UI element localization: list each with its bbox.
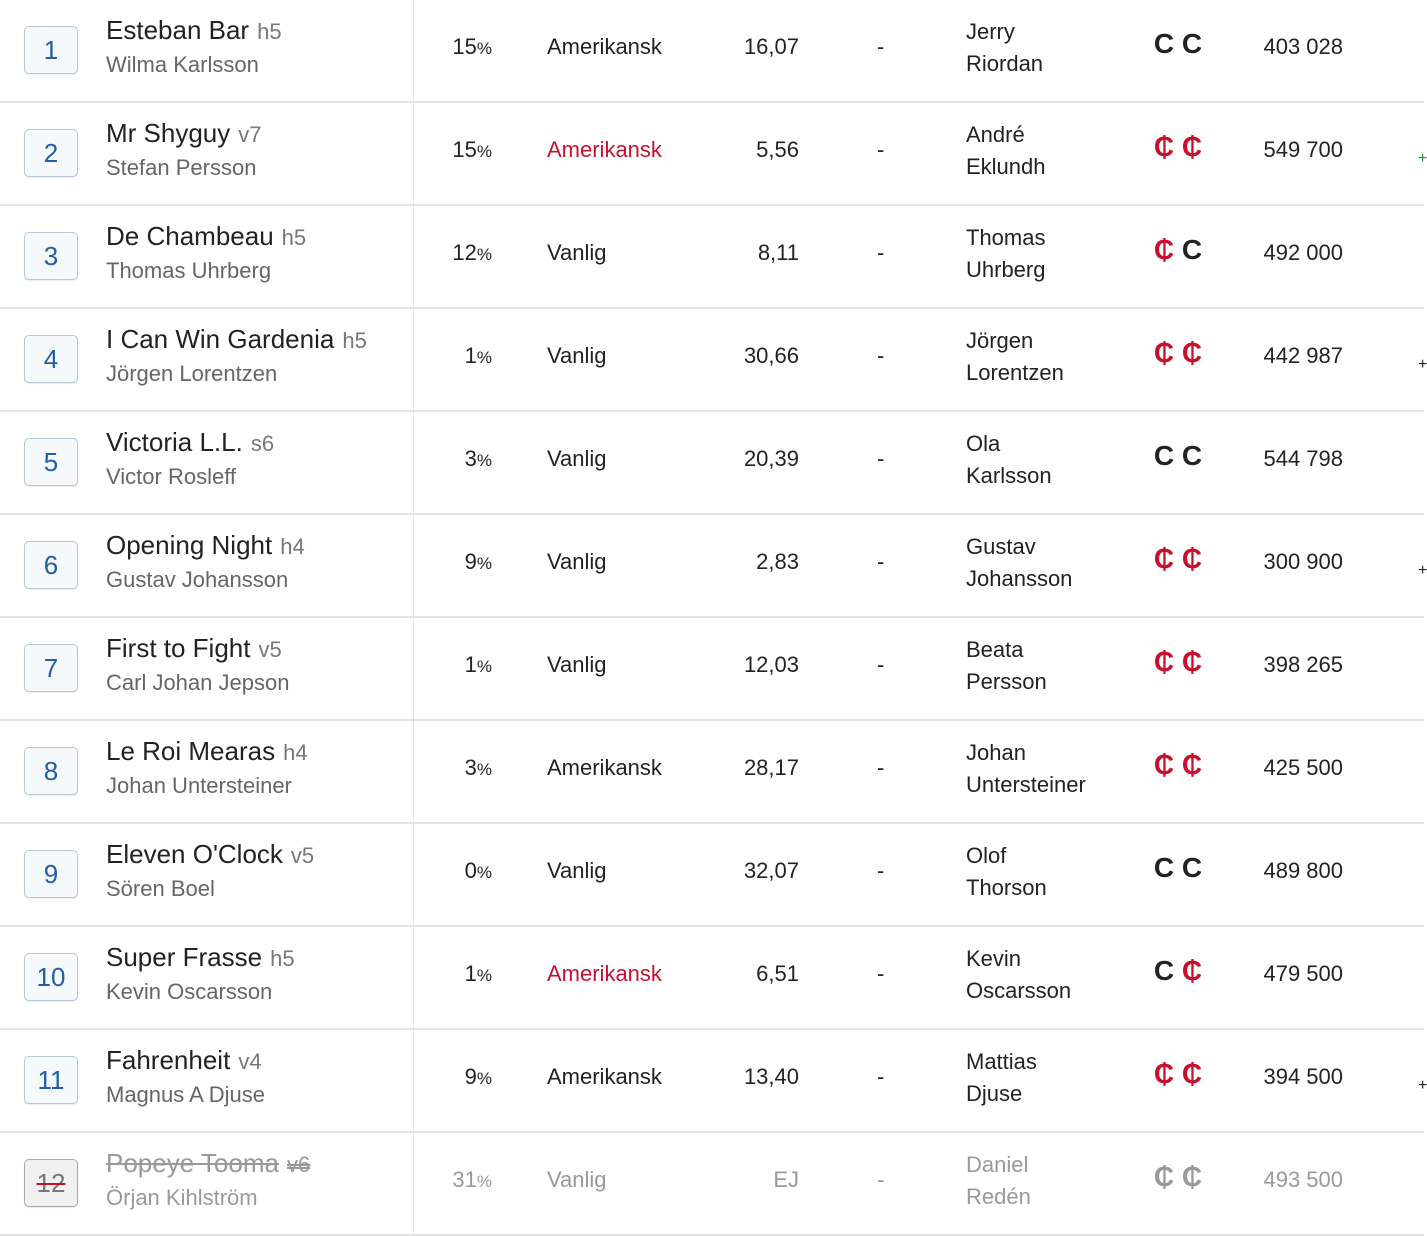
front-shoe-icon: ₵: [1153, 749, 1175, 780]
trainer-name[interactable]: [966, 325, 1064, 389]
start-number-badge: [24, 953, 78, 1001]
trainer-last-name: Djuse: [966, 1081, 1023, 1106]
start-number: 5: [43, 446, 59, 477]
odds: 30,66: [743, 343, 799, 368]
percent-sign: %: [476, 1069, 492, 1088]
horse-name[interactable]: [106, 736, 308, 767]
table-row[interactable]: [0, 412, 1424, 515]
shoe-indicators: [1150, 234, 1206, 266]
bet-percent: [465, 343, 492, 369]
sulky-type: Amerikansk: [547, 137, 662, 162]
bet-percent-value: 1: [464, 343, 477, 368]
back-shoe-icon: C: [1181, 852, 1203, 883]
horse-code: v7: [238, 122, 262, 147]
front-shoe-icon: ₵: [1153, 646, 1175, 677]
driver-name[interactable]: Thomas Uhrberg: [106, 258, 272, 283]
odds: 16,07: [743, 34, 799, 59]
earnings: 492 000: [1263, 240, 1343, 265]
table-row[interactable]: [0, 824, 1424, 927]
horse-name-text: Super Frasse: [106, 942, 263, 972]
trainer-last-name: Untersteiner: [966, 772, 1086, 797]
front-shoe-icon: ₵: [1153, 1161, 1175, 1192]
horse-name[interactable]: [106, 324, 367, 355]
bet-percent-value: 1: [464, 652, 477, 677]
table-row[interactable]: [0, 1030, 1427, 1133]
front-shoe-icon: C: [1153, 955, 1175, 986]
horse-cell: [0, 1030, 414, 1131]
horse-cell: [0, 824, 414, 925]
start-number: 8: [43, 755, 59, 786]
shoe-indicators: [1150, 646, 1206, 678]
horse-cell: [0, 206, 414, 307]
horse-code: h5: [342, 328, 367, 353]
shoe-indicators: [1150, 1161, 1206, 1193]
driver-name[interactable]: Victor Rosleff: [106, 464, 237, 489]
start-number: 6: [43, 549, 59, 580]
horse-name-text: First to Fight: [106, 633, 251, 663]
bet-percent-value: 1: [464, 961, 477, 986]
trainer-last-name: Thorson: [966, 875, 1047, 900]
trainer-name[interactable]: [966, 531, 1072, 595]
odds: 2,83: [756, 549, 799, 574]
bet-percent: [465, 1064, 492, 1090]
bet-percent: [465, 652, 492, 678]
driver-name[interactable]: Sören Boel: [106, 876, 215, 901]
bet-percent: [465, 549, 492, 575]
shoe-indicators: [1150, 337, 1206, 369]
trainer-name[interactable]: [966, 1046, 1037, 1110]
horse-code: h5: [270, 946, 295, 971]
table-row[interactable]: [0, 927, 1424, 1030]
front-shoe-icon: ₵: [1153, 337, 1175, 368]
horse-name[interactable]: [106, 15, 282, 46]
horse-name-text: Popeye Tooma: [106, 1148, 279, 1178]
start-number-badge: [24, 747, 78, 795]
bet-percent-value: 9: [464, 549, 477, 574]
table-row[interactable]: [0, 721, 1424, 824]
horse-name-text: I Can Win Gardenia: [106, 324, 335, 354]
placeholder-dash: -: [877, 240, 885, 265]
trainer-last-name: Eklundh: [966, 154, 1046, 179]
bet-percent-value: 12: [452, 240, 477, 265]
earnings: 549 700: [1263, 137, 1343, 162]
front-shoe-icon: C: [1153, 28, 1175, 59]
driver-name[interactable]: Kevin Oscarsson: [106, 979, 273, 1004]
bet-percent: [465, 961, 492, 987]
earnings: 394 500: [1263, 1064, 1343, 1089]
sulky-type: Amerikansk: [547, 755, 662, 780]
horse-cell: [0, 103, 414, 204]
percent-sign: %: [476, 657, 492, 676]
sulky-type: Vanlig: [547, 343, 607, 368]
odds: 13,40: [743, 1064, 799, 1089]
start-number: 9: [43, 858, 59, 889]
horse-code: v5: [258, 637, 282, 662]
front-shoe-icon: C: [1153, 852, 1175, 883]
percent-sign: %: [476, 39, 492, 58]
horse-name[interactable]: [106, 118, 262, 149]
driver-name[interactable]: Wilma Karlsson: [106, 52, 259, 77]
percent-sign: %: [476, 966, 492, 985]
horse-name[interactable]: [106, 839, 314, 870]
odds: 5,56: [756, 137, 799, 162]
expand-plus-icon[interactable]: +: [1418, 150, 1427, 167]
percent-sign: %: [476, 760, 492, 779]
trainer-last-name: Redén: [966, 1184, 1031, 1209]
trainer-name[interactable]: [966, 16, 1043, 80]
table-row[interactable]: [0, 1133, 1424, 1236]
horse-name-text: Esteban Bar: [106, 15, 250, 45]
driver-name[interactable]: Jörgen Lorentzen: [106, 361, 278, 386]
sulky-type: Amerikansk: [547, 961, 662, 986]
driver-name[interactable]: Johan Untersteiner: [106, 773, 292, 798]
horse-cell: [0, 412, 414, 513]
trainer-first-name: Jerry: [966, 19, 1015, 44]
back-shoe-icon: C: [1181, 28, 1203, 59]
sulky-type: Vanlig: [547, 549, 607, 574]
horse-name-text: Victoria L.L.: [106, 427, 243, 457]
horse-code: s6: [250, 431, 275, 456]
front-shoe-icon: C: [1153, 440, 1175, 471]
start-number-badge: [24, 26, 78, 74]
back-shoe-icon: ₵: [1181, 543, 1203, 574]
placeholder-dash: -: [877, 755, 885, 780]
horse-cell: [0, 309, 414, 410]
shoe-indicators: [1150, 131, 1206, 163]
horse-code: h4: [283, 740, 308, 765]
trainer-last-name: Johansson: [966, 566, 1073, 591]
sulky-type: Vanlig: [547, 240, 607, 265]
back-shoe-icon: ₵: [1181, 646, 1203, 677]
table-row[interactable]: [0, 206, 1424, 309]
bet-percent-value: 15: [452, 34, 477, 59]
start-number-badge: [24, 1056, 78, 1104]
horse-name[interactable]: [106, 633, 282, 664]
sulky-type: Amerikansk: [547, 1064, 662, 1089]
horse-cell: [0, 721, 414, 822]
placeholder-dash: -: [877, 34, 885, 59]
driver-name[interactable]: Carl Johan Jepson: [106, 670, 290, 695]
horse-code: h4: [280, 534, 305, 559]
trainer-last-name: Riordan: [966, 51, 1044, 76]
back-shoe-icon: ₵: [1181, 1161, 1203, 1192]
bet-percent: [465, 755, 492, 781]
trainer-first-name: Kevin: [966, 946, 1022, 971]
trainer-last-name: Persson: [966, 669, 1047, 694]
bet-percent: [465, 446, 492, 472]
sulky-type: Vanlig: [547, 446, 607, 471]
bet-percent: [452, 34, 492, 60]
table-row[interactable]: [0, 309, 1427, 412]
earnings: 425 500: [1263, 755, 1343, 780]
shoe-indicators: [1150, 543, 1206, 575]
horse-name[interactable]: [106, 1045, 262, 1076]
trainer-name[interactable]: [966, 1149, 1031, 1213]
front-shoe-icon: ₵: [1153, 234, 1175, 265]
bet-percent: [452, 1167, 492, 1193]
start-number-badge: [24, 438, 78, 486]
placeholder-dash: -: [877, 1064, 885, 1089]
table-row[interactable]: [0, 0, 1424, 103]
horse-name[interactable]: [106, 1148, 310, 1179]
percent-sign: %: [476, 245, 492, 264]
front-shoe-icon: ₵: [1153, 1058, 1175, 1089]
start-number-badge: [24, 850, 78, 898]
horse-name-text: De Chambeau: [106, 221, 274, 251]
horse-cell: [0, 515, 414, 616]
trainer-name[interactable]: [966, 634, 1047, 698]
trainer-first-name: Ola: [966, 431, 1001, 456]
percent-sign: %: [476, 348, 492, 367]
expand-plus-icon[interactable]: +: [1418, 562, 1427, 579]
placeholder-dash: -: [877, 858, 885, 883]
start-number: 4: [43, 343, 59, 374]
front-shoe-icon: ₵: [1153, 131, 1175, 162]
bet-percent-value: 0: [464, 858, 477, 883]
start-number-badge: [24, 644, 78, 692]
bet-percent-value: 9: [464, 1064, 477, 1089]
bet-percent-value: 3: [464, 755, 477, 780]
start-number: 3: [43, 240, 59, 271]
earnings: 544 798: [1263, 446, 1343, 471]
bet-percent-value: 3: [464, 446, 477, 471]
table-row[interactable]: [0, 618, 1424, 721]
driver-name[interactable]: Magnus A Djuse: [106, 1082, 265, 1107]
shoe-indicators: [1150, 1058, 1206, 1090]
percent-sign: %: [476, 554, 492, 573]
trainer-first-name: Beata: [966, 637, 1024, 662]
trainer-last-name: Karlsson: [966, 463, 1052, 488]
horse-code: h5: [257, 19, 282, 44]
horse-cell: [0, 1133, 414, 1234]
horse-name-text: Opening Night: [106, 530, 273, 560]
back-shoe-icon: ₵: [1181, 1058, 1203, 1089]
earnings: 403 028: [1263, 34, 1343, 59]
earnings: 398 265: [1263, 652, 1343, 677]
back-shoe-icon: C: [1181, 440, 1203, 471]
percent-sign: %: [476, 142, 492, 161]
horse-name-text: Mr Shyguy: [106, 118, 231, 148]
shoe-indicators: [1150, 749, 1206, 781]
sulky-type: Vanlig: [547, 1167, 607, 1192]
trainer-name[interactable]: [966, 840, 1047, 904]
horse-cell: [0, 618, 414, 719]
trainer-first-name: Daniel: [966, 1152, 1029, 1177]
shoe-indicators: [1150, 440, 1206, 472]
start-number-badge: [24, 335, 78, 383]
odds: 20,39: [743, 446, 799, 471]
start-number: 7: [43, 652, 59, 683]
trainer-last-name: Uhrberg: [966, 257, 1046, 282]
driver-name[interactable]: Stefan Persson: [106, 155, 257, 180]
percent-sign: %: [476, 863, 492, 882]
shoe-indicators: [1150, 852, 1206, 884]
horse-name-text: Le Roi Mearas: [106, 736, 276, 766]
bet-percent-value: 15: [452, 137, 477, 162]
sulky-type: Vanlig: [547, 858, 607, 883]
start-number: 2: [43, 137, 59, 168]
start-number-badge: [24, 541, 78, 589]
placeholder-dash: -: [877, 652, 885, 677]
start-number: 1: [43, 34, 59, 65]
front-shoe-icon: ₵: [1153, 543, 1175, 574]
start-number: 10: [36, 961, 66, 992]
driver-name[interactable]: Gustav Johansson: [106, 567, 289, 592]
earnings: 493 500: [1263, 1167, 1343, 1192]
horse-name-text: Eleven O'Clock: [106, 839, 283, 869]
shoe-indicators: [1150, 955, 1206, 987]
horse-name[interactable]: [106, 427, 274, 458]
earnings: 479 500: [1263, 961, 1343, 986]
trainer-name[interactable]: [966, 119, 1046, 183]
earnings: 300 900: [1263, 549, 1343, 574]
bet-percent: [465, 858, 492, 884]
horse-cell: [0, 0, 414, 101]
percent-sign: %: [476, 1172, 492, 1191]
horse-code: v6: [286, 1152, 311, 1177]
trainer-first-name: Olof: [966, 843, 1007, 868]
trainer-name[interactable]: [966, 428, 1052, 492]
back-shoe-icon: ₵: [1181, 955, 1203, 986]
horse-name-text: Fahrenheit: [106, 1045, 231, 1075]
start-number: 12: [36, 1167, 66, 1198]
start-number: 11: [37, 1064, 65, 1095]
expand-plus-icon[interactable]: +: [1418, 1077, 1427, 1094]
placeholder-dash: -: [877, 446, 885, 471]
trainer-last-name: Lorentzen: [966, 360, 1064, 385]
shoe-indicators: [1150, 28, 1206, 60]
odds: 8,11: [757, 240, 799, 265]
horse-name[interactable]: [106, 530, 305, 561]
odds: 32,07: [743, 858, 799, 883]
trainer-first-name: Jörgen: [966, 328, 1034, 353]
horse-code: v5: [290, 843, 315, 868]
back-shoe-icon: C: [1181, 234, 1203, 265]
table-row[interactable]: [0, 103, 1427, 206]
odds: 12,03: [743, 652, 799, 677]
trainer-name[interactable]: [966, 943, 1071, 1007]
start-number-badge: [24, 129, 78, 177]
trainer-name[interactable]: [966, 737, 1086, 801]
trainer-first-name: André: [966, 122, 1025, 147]
table-row[interactable]: [0, 515, 1427, 618]
percent-sign: %: [476, 451, 492, 470]
start-number-badge: [24, 232, 78, 280]
placeholder-dash: -: [877, 343, 885, 368]
back-shoe-icon: ₵: [1181, 337, 1203, 368]
trainer-first-name: Thomas: [966, 225, 1046, 250]
horse-name[interactable]: [106, 221, 306, 252]
placeholder-dash: -: [877, 137, 885, 162]
trainer-last-name: Oscarsson: [966, 978, 1072, 1003]
back-shoe-icon: ₵: [1181, 749, 1203, 780]
trainer-first-name: Gustav: [966, 534, 1036, 559]
bet-percent-value: 31: [452, 1167, 477, 1192]
horse-cell: [0, 927, 414, 1028]
odds: EJ: [773, 1167, 799, 1192]
start-number-badge: [24, 1159, 78, 1207]
horse-code: h5: [281, 225, 307, 250]
earnings: 442 987: [1263, 343, 1343, 368]
back-shoe-icon: ₵: [1181, 131, 1203, 162]
driver-name[interactable]: Örjan Kihlström: [106, 1185, 258, 1210]
trainer-first-name: Johan: [966, 740, 1026, 765]
sulky-type: Amerikansk: [547, 34, 662, 59]
placeholder-dash: -: [877, 549, 885, 574]
horse-name[interactable]: [106, 942, 295, 973]
sulky-type: Vanlig: [547, 652, 607, 677]
odds: 28,17: [743, 755, 799, 780]
placeholder-dash: -: [877, 1167, 885, 1192]
earnings: 489 800: [1263, 858, 1343, 883]
trainer-first-name: Mattias: [966, 1049, 1037, 1074]
bet-percent: [452, 137, 492, 163]
placeholder-dash: -: [877, 961, 885, 986]
expand-plus-icon[interactable]: +: [1418, 356, 1427, 373]
bet-percent: [452, 240, 492, 266]
odds: 6,51: [756, 961, 799, 986]
horse-code: v4: [238, 1049, 262, 1074]
trainer-name[interactable]: [966, 222, 1045, 286]
